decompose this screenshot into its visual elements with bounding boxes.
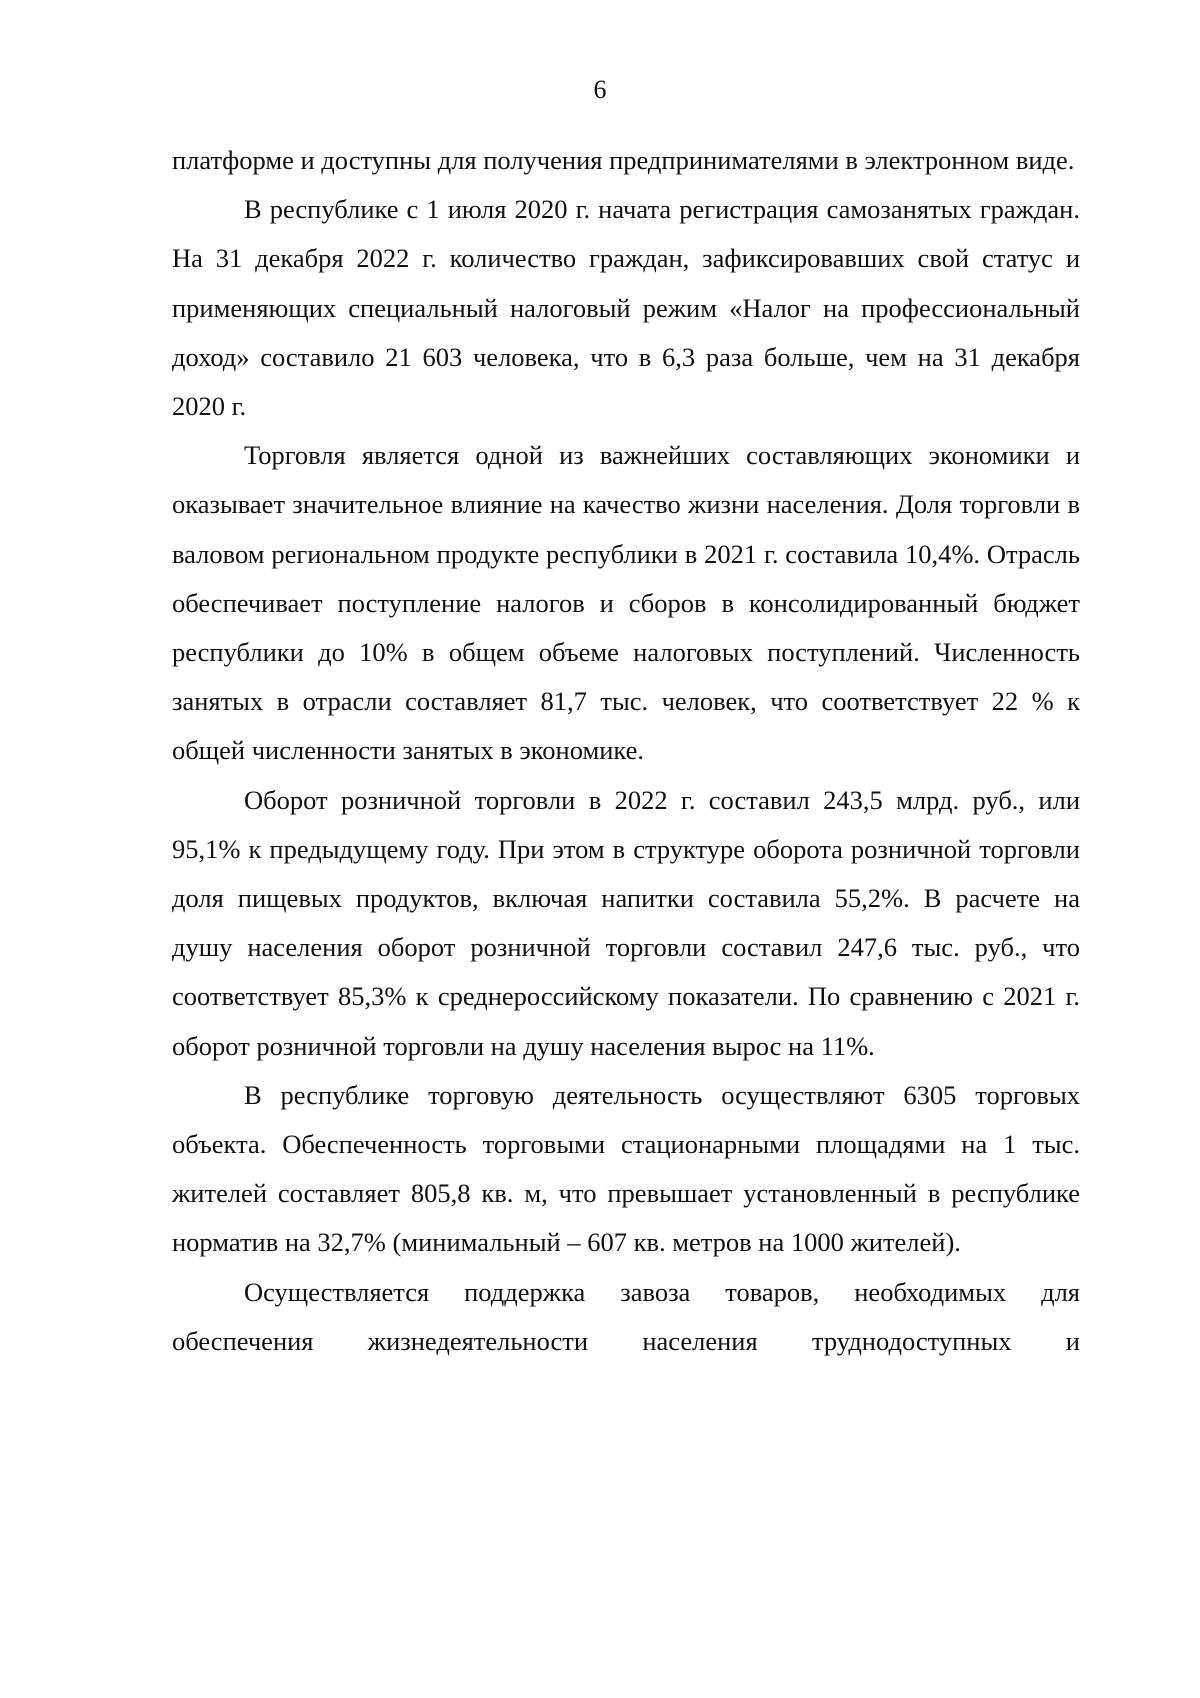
paragraph-6: Осуществляется поддержка завоза товаров, необходимых для обеспечения жизнедеятельности населения труднодоступных и — [172, 1276, 1080, 1356]
paragraph-2: В республике с 1 июля 2020 г. начата регистрация самозанятых граждан. На 31 декабря 2022 г. количество граждан, зафиксировавших свой статус и применяющих специальный налоговый режим «Налог на профессиональный доход» составило 21 603 человека, что в 6,3 раза больше, чем на 31 декабря 2020 г. — [172, 194, 1080, 422]
document-body — [172, 136, 1080, 1366]
page-number: 6 — [593, 75, 607, 104]
paragraph-3: Торговля является одной из важнейших составляющих экономики и оказывает значительное влияние на качество жизни населения. Доля торговли в валовом региональном продукте республики в 2021 г. составила 10,4%. Отрасль обеспечивает поступление налогов и сборов в консолидированный бюджет республики до 10% в общем объеме налоговых поступлений. Численность занятых в отрасли составляет 81,7 тыс. человек, что соответствует 22 % к общей численности занятых в экономике. — [172, 440, 1080, 766]
paragraph-1: платформе и доступны для получения предпринимателями в электронном виде. — [172, 145, 1075, 175]
paragraph-5: В республике торговую деятельность осуществляют 6305 торговых объекта. Обеспеченность торговыми стационарными площадями на 1 тыс. жителей составляет 805,8 кв. м, что превышает установленный в республике норматив на 32,7% (минимальный – 607 кв. метров на 1000 жителей). — [172, 1079, 1080, 1258]
paragraph-4: Оборот розничной торговли в 2022 г. составил 243,5 млрд. руб., или 95,1% к предыдущему году. При этом в структуре оборота розничной торговли доля пищевых продуктов, включая напитки составила 55,2%. В расчете на душу населения оборот розничной торговли составил 247,6 тыс. руб., что соответствует 85,3% к среднероссийскому показатели. По сравнению с 2021 г. оборот розничной торговли на душу населения вырос на 11%. — [172, 784, 1080, 1061]
